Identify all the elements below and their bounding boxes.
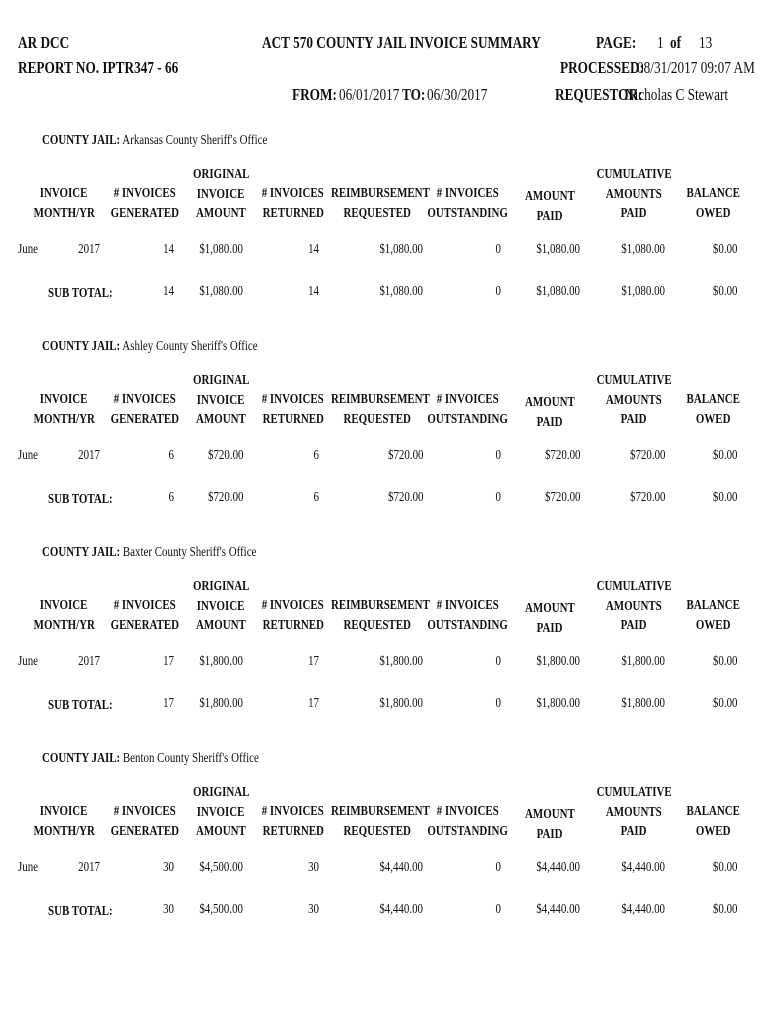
subtotal-cumulative-text: $1,080.00 xyxy=(621,284,665,299)
column-header-balance xyxy=(653,802,770,841)
subtotal-balance xyxy=(637,490,737,506)
subtotal-returned-text: 30 xyxy=(308,902,319,917)
page-of-text: of xyxy=(670,33,682,52)
row-returned xyxy=(219,242,319,258)
column-header-line-text: CUMULATIVE xyxy=(596,785,672,800)
requestor-value-text: Nicholas C Stewart xyxy=(625,85,729,104)
column-header-line-text: AMOUNT xyxy=(196,412,246,427)
subtotal-returned xyxy=(219,696,319,712)
subtotal-returned xyxy=(219,284,319,300)
subtotal-returned xyxy=(219,902,319,918)
table-row xyxy=(0,242,770,260)
column-header-line-text: INVOICE xyxy=(197,392,245,408)
column-header-line-text: # INVOICES xyxy=(437,804,499,819)
column-header-line-text: GENERATED xyxy=(110,823,180,839)
column-header-line-text: REQUESTED xyxy=(343,617,411,633)
column-header-line-text: PAID xyxy=(537,414,563,430)
column-header-line-text: AMOUNT xyxy=(525,189,575,204)
row-original-text: $4,500.00 xyxy=(199,860,243,875)
column-header-line-text: CUMULATIVE xyxy=(596,373,672,388)
row-paid-text: $1,080.00 xyxy=(536,242,580,257)
county-name: Arkansas County Sheriff's Office xyxy=(122,133,268,148)
row-requested-text: $1,080.00 xyxy=(379,242,423,257)
subtotal-outstanding-text: 0 xyxy=(495,902,501,917)
column-header-line-text: RETURNED xyxy=(262,205,324,221)
to-value xyxy=(427,85,504,105)
subtotal-returned-text: 17 xyxy=(308,696,319,711)
column-header-line-text: BALANCE xyxy=(686,186,740,201)
column-header-line-text: AMOUNT xyxy=(196,618,246,633)
row-cumulative-text: $4,440.00 xyxy=(621,860,665,875)
column-header-line-text: RETURNED xyxy=(262,823,324,839)
column-header-line-text: RETURNED xyxy=(262,411,324,427)
subtotal-paid-text: $4,440.00 xyxy=(536,902,580,917)
row-generated-text: 14 xyxy=(163,242,174,257)
column-header-line xyxy=(574,371,694,391)
subtotal-returned xyxy=(219,490,319,506)
column-header-line-text: REIMBURSEMENT xyxy=(330,186,430,201)
row-month-text: June xyxy=(18,654,39,669)
column-header-line xyxy=(574,165,694,185)
column-header-line-text: OUTSTANDING xyxy=(427,823,509,839)
column-header-line xyxy=(653,184,770,204)
column-header-line-text: INVOICE xyxy=(197,804,245,820)
org-name-text: AR DCC xyxy=(18,33,70,52)
column-header-balance xyxy=(653,390,770,429)
subtotal-original-text: $720.00 xyxy=(207,490,243,505)
column-header-line-text: AMOUNTS xyxy=(606,392,662,408)
row-requested-text: $1,800.00 xyxy=(379,654,423,669)
column-header-line-text: # INVOICES xyxy=(114,598,176,613)
county-line-text xyxy=(42,545,256,561)
county-line-text xyxy=(42,133,267,149)
column-header-line-text: AMOUNT xyxy=(525,395,575,410)
column-header-line-text: GENERATED xyxy=(110,411,180,427)
column-header-line-text: ORIGINAL xyxy=(192,167,250,182)
column-header-line xyxy=(653,410,770,430)
requestor-label-text: REQUESTOR: xyxy=(555,85,643,104)
subtotal-returned-text: 6 xyxy=(313,490,319,505)
row-balance-text: $0.00 xyxy=(712,860,737,875)
subtotal-paid-text: $720.00 xyxy=(544,490,580,505)
column-header-line-text: INVOICE xyxy=(197,598,245,614)
county-line xyxy=(42,545,317,561)
report-title-text: ACT 570 COUNTY JAIL INVOICE SUMMARY xyxy=(262,33,541,52)
row-year-text: 2017 xyxy=(78,242,100,257)
column-header-line-text: # INVOICES xyxy=(114,804,176,819)
subtotal-cumulative-text: $4,440.00 xyxy=(621,902,665,917)
row-balance xyxy=(637,448,737,464)
subtotal-label-text: SUB TOTAL: xyxy=(48,904,113,919)
column-header-line-text: # INVOICES xyxy=(262,598,324,613)
subtotal-balance xyxy=(637,284,737,300)
column-header-line xyxy=(161,577,281,597)
county-name: Benton County Sheriff's Office xyxy=(122,751,259,766)
subtotal-requested-text: $4,440.00 xyxy=(379,902,423,917)
row-paid-text: $4,440.00 xyxy=(536,860,580,875)
column-header-line xyxy=(653,596,770,616)
subtotal-original-text: $1,800.00 xyxy=(199,696,243,711)
column-header-balance xyxy=(653,184,770,223)
subtotal-balance-text: $0.00 xyxy=(712,902,737,917)
subtotal-balance xyxy=(637,696,737,712)
subtotal-label-text: SUB TOTAL: xyxy=(48,698,113,713)
page-label-text: PAGE: xyxy=(596,33,637,52)
subtotal-label-text: SUB TOTAL: xyxy=(48,286,113,301)
column-header-line-text: AMOUNTS xyxy=(606,186,662,202)
column-header-line-text: MONTH/YR xyxy=(33,411,95,427)
subtotal-original-text: $4,500.00 xyxy=(199,902,243,917)
column-header-line-text: AMOUNTS xyxy=(606,804,662,820)
column-header-line-text: REQUESTED xyxy=(343,205,411,221)
row-original-text: $720.00 xyxy=(207,448,243,463)
column-header-line-text: # INVOICES xyxy=(262,804,324,819)
subtotal-balance-text: $0.00 xyxy=(712,696,737,711)
subtotal-row xyxy=(0,490,770,508)
subtotal-generated-text: 17 xyxy=(163,696,174,711)
column-header-line-text: REIMBURSEMENT xyxy=(330,392,430,407)
row-returned-text: 30 xyxy=(308,860,319,875)
subtotal-generated-text: 30 xyxy=(163,902,174,917)
column-header-line-text: INVOICE xyxy=(40,804,88,819)
column-header-line-text: MONTH/YR xyxy=(33,617,95,633)
subtotal-requested-text: $1,080.00 xyxy=(379,284,423,299)
county-name: Baxter County Sheriff's Office xyxy=(122,545,257,560)
column-header-line-text: MONTH/YR xyxy=(33,823,95,839)
column-header-line xyxy=(161,783,281,803)
page-total xyxy=(699,33,716,53)
row-outstanding-text: 0 xyxy=(495,448,501,463)
row-balance-text: $0.00 xyxy=(712,242,737,257)
county-line-text xyxy=(42,751,259,767)
subtotal-label-text: SUB TOTAL: xyxy=(48,492,113,507)
county-line-text xyxy=(42,339,258,355)
requestor-value xyxy=(625,85,757,105)
subtotal-balance-text: $0.00 xyxy=(712,490,737,505)
column-header-line-text: ORIGINAL xyxy=(192,373,250,388)
column-header-line-text: PAID xyxy=(621,206,647,221)
column-header-line-text: MONTH/YR xyxy=(33,205,95,221)
column-header-line-text: PAID xyxy=(621,824,647,839)
subtotal-cumulative-text: $1,800.00 xyxy=(621,696,665,711)
column-header-line-text: OWED xyxy=(695,823,731,839)
column-header-line-text: GENERATED xyxy=(110,617,180,633)
county-line xyxy=(42,339,318,355)
row-requested-text: $720.00 xyxy=(387,448,423,463)
processed-value-text: 08/31/2017 09:07 AM xyxy=(637,58,755,77)
column-header-line xyxy=(574,783,694,803)
column-header-line xyxy=(653,822,770,842)
report-title xyxy=(262,33,620,53)
subtotal-row xyxy=(0,696,770,714)
county-label: COUNTY JAIL: xyxy=(42,133,121,148)
subtotal-outstanding-text: 0 xyxy=(495,284,501,299)
column-header-line-text: # INVOICES xyxy=(262,392,324,407)
row-original-text: $1,080.00 xyxy=(199,242,243,257)
row-original-text: $1,800.00 xyxy=(199,654,243,669)
from-value-text: 06/01/2017 xyxy=(339,85,400,104)
row-balance xyxy=(637,860,737,876)
processed-value xyxy=(637,58,770,78)
column-header-line-text: # INVOICES xyxy=(262,186,324,201)
column-header-line-text: REQUESTED xyxy=(343,823,411,839)
subtotal-row xyxy=(0,902,770,920)
subtotal-original-text: $1,080.00 xyxy=(199,284,243,299)
column-header-line-text: AMOUNTS xyxy=(606,598,662,614)
row-generated-text: 6 xyxy=(168,448,174,463)
column-header-line-text: OWED xyxy=(695,617,731,633)
column-header-line-text: OUTSTANDING xyxy=(427,205,509,221)
page-of xyxy=(670,33,684,53)
page-current-text: 1 xyxy=(657,33,664,52)
subtotal-paid-text: $1,800.00 xyxy=(536,696,580,711)
county-label: COUNTY JAIL: xyxy=(42,339,121,354)
row-requested-text: $4,440.00 xyxy=(379,860,423,875)
row-returned xyxy=(219,860,319,876)
column-header-line xyxy=(574,577,694,597)
column-header-line-text: # INVOICES xyxy=(437,392,499,407)
county-line xyxy=(42,133,331,149)
column-header-line-text: OUTSTANDING xyxy=(427,617,509,633)
table-row xyxy=(0,448,770,466)
subtotal-row xyxy=(0,284,770,302)
to-label-text: TO: xyxy=(402,85,426,104)
table-row xyxy=(0,860,770,878)
subtotal-paid-text: $1,080.00 xyxy=(536,284,580,299)
row-outstanding-text: 0 xyxy=(495,860,501,875)
row-month-text: June xyxy=(18,242,39,257)
row-cumulative-text: $1,800.00 xyxy=(621,654,665,669)
column-header-line-text: GENERATED xyxy=(110,205,180,221)
column-header-line-text: BALANCE xyxy=(686,804,740,819)
column-header-line xyxy=(161,371,281,391)
row-month-text: June xyxy=(18,448,39,463)
page-current xyxy=(657,33,666,53)
column-header-line xyxy=(653,204,770,224)
column-header-line-text: REIMBURSEMENT xyxy=(330,804,430,819)
row-year-text: 2017 xyxy=(78,654,100,669)
subtotal-balance xyxy=(637,902,737,918)
column-header-line-text: BALANCE xyxy=(686,392,740,407)
column-header-line xyxy=(161,165,281,185)
subtotal-outstanding-text: 0 xyxy=(495,696,501,711)
column-header-line-text: RETURNED xyxy=(262,617,324,633)
subtotal-balance-text: $0.00 xyxy=(712,284,737,299)
column-header-line-text: # INVOICES xyxy=(437,598,499,613)
column-header-line-text: PAID xyxy=(537,208,563,224)
to-value-text: 06/30/2017 xyxy=(427,85,488,104)
column-header-line-text: PAID xyxy=(621,618,647,633)
row-returned-text: 14 xyxy=(308,242,319,257)
column-header-line-text: ORIGINAL xyxy=(192,579,250,594)
row-balance-text: $0.00 xyxy=(712,448,737,463)
column-header-line xyxy=(653,390,770,410)
row-paid-text: $1,800.00 xyxy=(536,654,580,669)
column-header-line-text: # INVOICES xyxy=(114,186,176,201)
column-header-line-text: BALANCE xyxy=(686,598,740,613)
column-header-line-text: # INVOICES xyxy=(114,392,176,407)
column-header-line-text: AMOUNT xyxy=(525,601,575,616)
column-header-line-text: OWED xyxy=(695,205,731,221)
table-row xyxy=(0,654,770,672)
column-header-line-text: AMOUNT xyxy=(196,206,246,221)
county-label: COUNTY JAIL: xyxy=(42,545,121,560)
county-line xyxy=(42,751,320,767)
column-header-line-text: REQUESTED xyxy=(343,411,411,427)
column-header-line-text: PAID xyxy=(621,412,647,427)
column-header-line-text: AMOUNT xyxy=(196,824,246,839)
subtotal-cumulative-text: $720.00 xyxy=(629,490,665,505)
subtotal-generated-text: 14 xyxy=(163,284,174,299)
row-generated-text: 17 xyxy=(163,654,174,669)
column-header-line-text: # INVOICES xyxy=(437,186,499,201)
row-paid-text: $720.00 xyxy=(544,448,580,463)
subtotal-requested-text: $720.00 xyxy=(387,490,423,505)
column-header-line xyxy=(653,616,770,636)
county-label: COUNTY JAIL: xyxy=(42,751,121,766)
row-month-text: June xyxy=(18,860,39,875)
org-name xyxy=(18,33,84,53)
column-header-line-text: ORIGINAL xyxy=(192,785,250,800)
row-year-text: 2017 xyxy=(78,860,100,875)
column-header-line-text: AMOUNT xyxy=(525,807,575,822)
column-header-line-text: INVOICE xyxy=(40,598,88,613)
row-returned xyxy=(219,654,319,670)
row-outstanding-text: 0 xyxy=(495,654,501,669)
column-header-line-text: CUMULATIVE xyxy=(596,167,672,182)
row-cumulative-text: $1,080.00 xyxy=(621,242,665,257)
subtotal-outstanding-text: 0 xyxy=(495,490,501,505)
column-header-line-text: PAID xyxy=(537,620,563,636)
from-label-text: FROM: xyxy=(292,85,337,104)
column-header-line-text: INVOICE xyxy=(40,186,88,201)
column-header-line-text: OWED xyxy=(695,411,731,427)
column-header-line-text: REIMBURSEMENT xyxy=(330,598,430,613)
page-label xyxy=(596,33,648,53)
row-balance xyxy=(637,242,737,258)
row-cumulative-text: $720.00 xyxy=(629,448,665,463)
column-header-line xyxy=(653,802,770,822)
row-balance-text: $0.00 xyxy=(712,654,737,669)
row-returned-text: 17 xyxy=(308,654,319,669)
row-generated-text: 30 xyxy=(163,860,174,875)
subtotal-requested-text: $1,800.00 xyxy=(379,696,423,711)
row-returned-text: 6 xyxy=(313,448,319,463)
column-header-line-text: PAID xyxy=(537,826,563,842)
column-header-line-text: CUMULATIVE xyxy=(596,579,672,594)
column-header-line-text: INVOICE xyxy=(40,392,88,407)
column-header-line-text: INVOICE xyxy=(197,186,245,202)
page-total-text: 13 xyxy=(699,33,713,52)
subtotal-returned-text: 14 xyxy=(308,284,319,299)
report-number xyxy=(18,58,223,78)
row-outstanding-text: 0 xyxy=(495,242,501,257)
column-header-balance xyxy=(653,596,770,635)
row-balance xyxy=(637,654,737,670)
processed-label-text: PROCESSED: xyxy=(560,58,644,77)
row-returned xyxy=(219,448,319,464)
county-name: Ashley County Sheriff's Office xyxy=(122,339,258,354)
row-year-text: 2017 xyxy=(78,448,100,463)
column-header-line-text: OUTSTANDING xyxy=(427,411,509,427)
report-number-text: REPORT NO. IPTR347 - 66 xyxy=(18,58,179,77)
subtotal-generated-text: 6 xyxy=(168,490,174,505)
